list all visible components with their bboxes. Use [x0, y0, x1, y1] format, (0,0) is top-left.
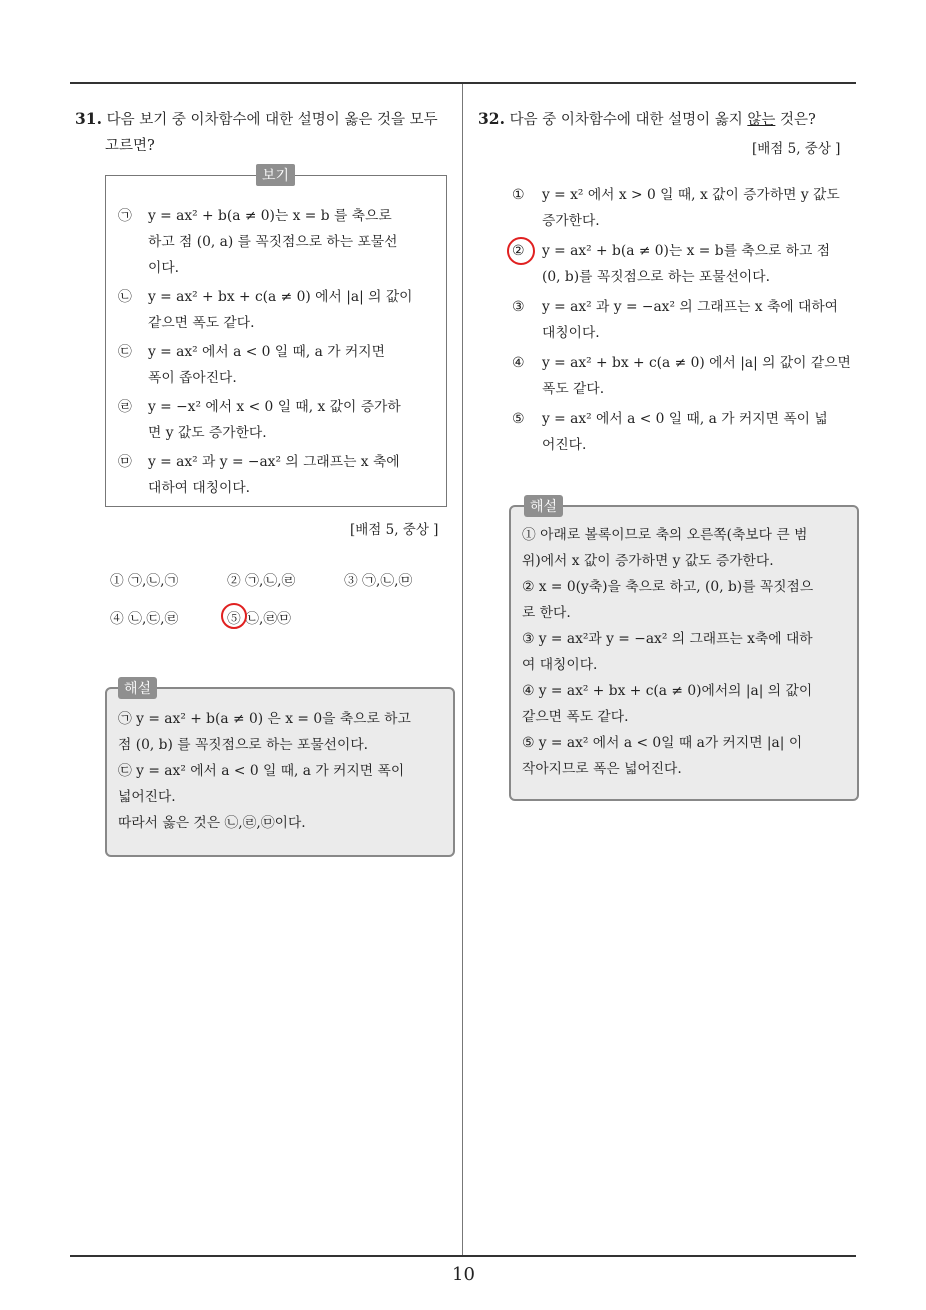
item-text-line: y = ax² + b(a ≠ 0)는 x = b를 축으로 하고 점 [542, 243, 831, 259]
haeseol-text-line: 점 (0, b) 를 꼭짓점으로 하는 포물선이다. [118, 737, 369, 753]
q31-score: [배점 5, 중상 ] [350, 522, 439, 538]
q32-haeseol-label: 해설 [524, 495, 563, 517]
haeseol-text-line: 따라서 옳은 것은 ㉡,㉣,㉤이다. [118, 815, 306, 831]
column-divider [462, 84, 463, 1256]
q32-title-post: 것은? [775, 112, 816, 128]
haeseol-text-line: 작아지므로 폭은 넓어진다. [522, 761, 682, 777]
haeseol-text-line: ⑤ y = ax² 에서 a < 0일 때 a가 커지면 |a| 이 [522, 735, 803, 751]
list-item [512, 238, 852, 290]
q31-choice-4[interactable]: ④ ㉡,㉢,㉣ [110, 611, 179, 627]
haeseol-text-line: 여 대칭이다. [522, 657, 598, 673]
top-rule [70, 82, 856, 84]
item-marker: ④ [512, 355, 525, 371]
q31-answer-circle-mark [221, 603, 247, 629]
item-marker: ㉤ [118, 454, 132, 470]
q32-answer-circle-mark [507, 237, 535, 265]
q32-title-underlined: 않는 [747, 112, 776, 128]
item-text-line: y = ax² + bx + c(a ≠ 0) 에서 |a| 의 값이 [148, 289, 413, 305]
item-marker: ⑤ [512, 411, 525, 427]
list-item [118, 394, 438, 446]
haeseol-text-line: ④ y = ax² + bx + c(a ≠ 0)에서의 |a| 의 값이 [522, 683, 813, 699]
q31-haeseol-label: 해설 [118, 677, 157, 699]
q31-choice-3[interactable]: ③ ㉠,㉡,㉤ [344, 573, 413, 589]
item-text-line: y = ax² 과 y = −ax² 의 그래프는 x 축에 [148, 454, 400, 470]
item-marker: ② [512, 243, 525, 259]
item-marker: ③ [512, 299, 525, 315]
list-item [118, 339, 438, 391]
q32-number: 32. [478, 109, 505, 128]
haeseol-text-line: 같으면 폭도 같다. [522, 709, 629, 725]
item-text-line: 어진다. [542, 437, 587, 453]
q32-title [478, 106, 858, 133]
haeseol-text-line: ㉢ y = ax² 에서 a < 0 일 때, a 가 커지면 폭이 [118, 763, 405, 779]
haeseol-text-line: 로 한다. [522, 605, 571, 621]
list-item [512, 350, 852, 402]
item-marker: ㉢ [118, 344, 132, 360]
q31-choice-2[interactable]: ② ㉠,㉡,㉣ [227, 573, 296, 589]
q32-score: [배점 5, 중상 ] [752, 141, 841, 157]
item-marker: ① [512, 187, 525, 203]
list-item [118, 203, 438, 281]
q31-title-line2: 고르면? [105, 138, 155, 154]
haeseol-text-line: ① 아래로 볼록이므로 축의 오른쪽(축보다 큰 범 [522, 527, 808, 543]
haeseol-text-line: 넓어진다. [118, 789, 176, 805]
item-text-line: 같으면 폭도 같다. [148, 315, 255, 331]
item-text-line: 증가한다. [542, 213, 600, 229]
item-marker: ㉠ [118, 208, 132, 224]
q31-bogi-label: 보기 [256, 164, 295, 186]
haeseol-text-line: 위)에서 x 값이 증가하면 y 값도 증가한다. [522, 553, 774, 569]
item-text-line: y = ax² + b(a ≠ 0)는 x = b 를 축으로 [148, 208, 392, 224]
item-text-line: 면 y 값도 증가한다. [148, 425, 267, 441]
item-text-line: y = ax² 에서 a < 0 일 때, a 가 커지면 폭이 넓 [542, 411, 828, 427]
haeseol-text-line: ㉠ y = ax² + b(a ≠ 0) 은 x = 0을 축으로 하고 [118, 711, 411, 727]
haeseol-text-line: ② x = 0(y축)을 축으로 하고, (0, b)를 꼭짓점으 [522, 579, 814, 595]
item-text-line: y = −x² 에서 x < 0 일 때, x 값이 증가하 [148, 399, 401, 415]
item-text-line: 폭도 같다. [542, 381, 605, 397]
list-item [512, 182, 852, 234]
item-text-line: 대하여 대칭이다. [148, 480, 251, 496]
item-text-line: y = ax² 과 y = −ax² 의 그래프는 x 축에 대하여 [542, 299, 838, 315]
item-marker: ㉣ [118, 399, 132, 415]
q31-choice-1[interactable]: ① ㉠,㉡,㉠ [110, 573, 179, 589]
item-text-line: y = ax² + bx + c(a ≠ 0) 에서 |a| 의 값이 같으면 [542, 355, 851, 371]
haeseol-text-line: ③ y = ax²과 y = −ax² 의 그래프는 x축에 대하 [522, 631, 813, 647]
q31-number: 31. [75, 109, 102, 128]
q31-title [75, 106, 460, 159]
item-text-line: (0, b)를 꼭짓점으로 하는 포물선이다. [542, 269, 770, 285]
item-marker: ㉡ [118, 289, 132, 305]
item-text-line: 하고 점 (0, a) 를 꼭짓점으로 하는 포물선 [148, 234, 398, 250]
item-text-line: 대칭이다. [542, 325, 600, 341]
item-text-line: y = x² 에서 x > 0 일 때, x 값이 증가하면 y 값도 [542, 187, 840, 203]
list-item [118, 449, 438, 501]
bottom-rule [70, 1255, 856, 1257]
q32-title-pre: 다음 중 이차함수에 대한 설명이 옳지 [509, 112, 748, 128]
q31-choice-5[interactable]: ⑤ ㉡,㉣㉤ [227, 611, 291, 627]
item-text-line: 폭이 좁아진다. [148, 370, 237, 386]
item-text-line: 이다. [148, 260, 180, 276]
list-item [118, 284, 438, 336]
q31-title-line1: 다음 보기 중 이차함수에 대한 설명이 옳은 것을 모두 [106, 112, 438, 128]
list-item [512, 294, 852, 346]
page-number: 10 [452, 1264, 475, 1285]
list-item [512, 406, 852, 458]
item-text-line: y = ax² 에서 a < 0 일 때, a 가 커지면 [148, 344, 385, 360]
